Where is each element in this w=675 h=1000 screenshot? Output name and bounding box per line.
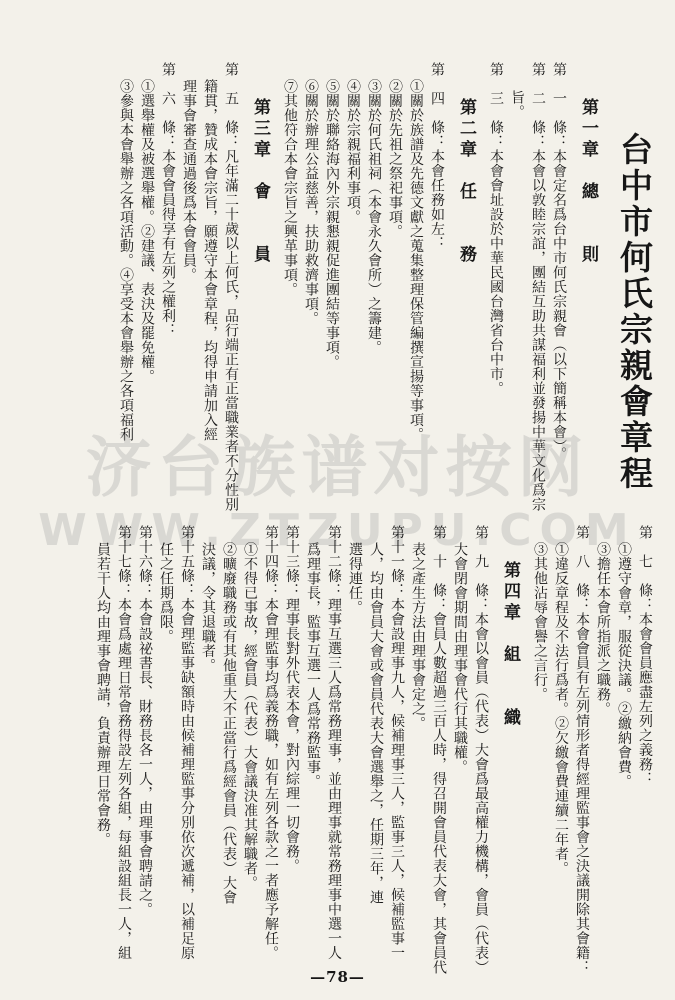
article-5: 第 五 條：凡年滿二十歲以上何氏，品行端正有正當職業者不分性別 xyxy=(223,62,239,512)
article-15-cont: 任之任期爲限。 xyxy=(158,542,174,644)
page-number: —78— xyxy=(310,968,365,986)
article-4-item-7: ⑦其他符合本會宗旨之興革事項。 xyxy=(282,79,298,297)
article-17: 第十七條：本會爲處理日常會務得設左列各組，每組設組長一人，組 xyxy=(116,525,132,960)
article-2-cont: 旨。 xyxy=(509,90,525,119)
chapter-1-heading: 第一章 總 則 xyxy=(578,98,598,266)
article-6: 第 六 條：本會會員得享有左列之權利： xyxy=(160,62,176,338)
article-2: 第 二 條：本會以敦睦宗誼，團結互助共謀福利並發揚中華文化爲宗 xyxy=(530,62,546,512)
article-13: 第十三條：理事長對外代表本會，對內綜理一切會務。 xyxy=(284,525,300,873)
article-11-cont-2: 選得連任。 xyxy=(347,542,363,615)
article-7: 第 七 條：本會會員應盡左列之義務： xyxy=(637,525,653,786)
article-9: 第 九 條：本會以會員（代表）大會爲最高權力機構，會員（代表） xyxy=(473,525,489,975)
article-14-item-2: ②曠廢職務或有其他重大不正當行爲經會員（代表）大會 xyxy=(221,542,237,905)
article-7-item-1: ①遵守會章，服從決議。②繳納會費。 xyxy=(616,542,632,789)
article-11-cont-1: 人，均由會員大會或會員代表大會選舉之，任期三年，連 xyxy=(368,542,384,905)
chapter-4-heading: 第四章 組 織 xyxy=(500,561,520,729)
article-5-cont-2: 理事會審查通過後爲本會會員。 xyxy=(181,79,197,282)
article-8-item-2: ③其他沾辱會譽之言行。 xyxy=(532,542,548,702)
article-9-cont: 大會閉會期間由理事會代行其職權。 xyxy=(452,542,468,774)
article-3: 第 三 條：本會會址設於中華民國台灣省台中市。 xyxy=(488,62,504,396)
article-10-cont: 表之產生方法由理事會定之。 xyxy=(410,542,426,731)
chapter-2-heading: 第二章 任 務 xyxy=(456,98,476,266)
article-4-item-6: ⑥關於辦理公益慈善，扶助救濟事項。 xyxy=(303,79,319,326)
article-16: 第十六條：本會設祕書長、財務長各一人，由理事會聘請之。 xyxy=(137,525,153,917)
chapter-3-heading: 第三章 會 員 xyxy=(250,98,270,266)
article-8-item-1: ①違反章程及不法行爲者。②欠繳會費連續二年者。 xyxy=(553,542,569,876)
article-4-item-3: ③關於何氏祖祠（本會永久會所）之籌建。 xyxy=(366,79,382,355)
article-4-item-1: ①關於族譜及先德文獻之蒐集整理保管編撰宣揚等事項。 xyxy=(408,79,424,442)
article-4-item-5: ⑤關於聯絡海內外宗親懇親促進團結等事項。 xyxy=(324,79,340,369)
article-5-cont-1: 籍貫，贊成本會宗旨，願遵守本會章程，均得申請加入經 xyxy=(202,79,218,442)
article-6-item-1: ①選舉權及被選舉權。②建議、表決及罷免權。 xyxy=(139,79,155,384)
article-14-item-1: ①不得已事故，經會員（代表）大會議決准其解職者。 xyxy=(242,542,258,890)
article-4-item-4: ④關於宗親福利事項。 xyxy=(345,79,361,224)
article-1: 第 一 條：本會定名爲台中市何氏宗親會（以下簡稱本會）。 xyxy=(551,62,567,461)
article-14: 第十四條：本會理監事均爲義務職，如有左列各款之一者應予解任。 xyxy=(263,525,279,960)
article-10: 第 十 條：會員人數超過三百人時，得召開會員代表大會，其會員代 xyxy=(431,525,447,975)
article-12: 第十二條：理事互選三人爲常務理事，並由理事就常務理事中選一人 xyxy=(326,525,342,960)
article-4-item-2: ②關於先祖之祭祀事項。 xyxy=(387,79,403,239)
watermark-url: WWW.ZTZUPU.COM xyxy=(38,505,637,556)
article-11: 第十一條：本會設理事九人，候補理事三人，監事三人，候補監事一 xyxy=(389,525,405,960)
article-14-item-2-cont: 決議，令其退職者。 xyxy=(200,542,216,673)
article-7-item-2: ③擔任本會所指派之職務。 xyxy=(595,542,611,716)
document-title: 台中市何氏宗親會章程 xyxy=(615,132,654,492)
article-8: 第 八 條：本會會員有左列情形者得經理監事會之決議開除其會籍： xyxy=(574,525,590,975)
article-4: 第 四 條：本會任務如左： xyxy=(429,62,445,251)
lower-text-block xyxy=(15,525,655,975)
article-15: 第十五條：本會理監事缺額時由候補理監事分別依次遞補，以補足原 xyxy=(179,525,195,960)
watermark-text-cn: 济台族谱对按网 xyxy=(85,429,590,506)
article-17-cont: 員若干人均由理事會聘請，負責辦理日常會務。 xyxy=(95,542,111,847)
article-6-item-2: ③參與本會舉辦之各項活動。④享受本會舉辦之各項福利 xyxy=(118,79,134,442)
article-12-cont: 爲理事長，監事互選一人爲常務監事。 xyxy=(305,542,321,789)
